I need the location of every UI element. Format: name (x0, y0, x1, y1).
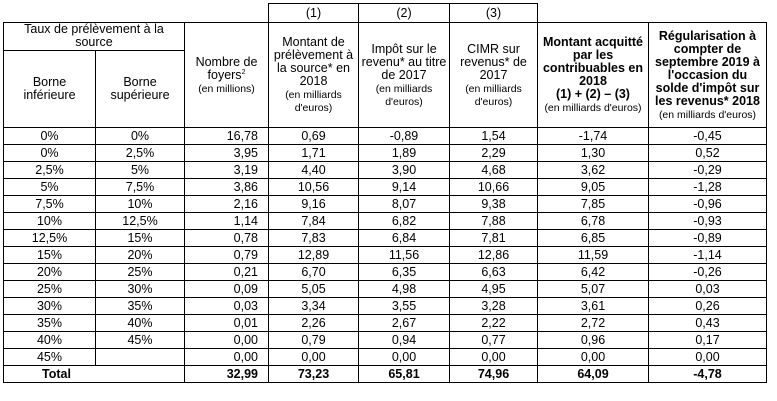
cell-cimr: 7,81 (450, 230, 538, 247)
cell-impot: 0,94 (359, 332, 450, 349)
blank-header-cell (4, 4, 96, 23)
cell-regul: 0,43 (649, 315, 767, 332)
cell-borne-sup: 0% (96, 128, 185, 145)
cell-borne-sup: 30% (96, 281, 185, 298)
header-montant-label: Montant de prélèvement à la source* en 2018 (273, 35, 354, 88)
blank-header-cell (538, 4, 649, 23)
cell-foyers: 0,79 (185, 247, 269, 264)
cell-acquitte: 6,42 (538, 264, 649, 281)
cell-cimr: 10,66 (450, 179, 538, 196)
cell-impot: 1,89 (359, 145, 450, 162)
table-row (4, 264, 767, 281)
table-row (4, 315, 767, 332)
cell-acquitte: 0,00 (538, 349, 649, 366)
cell-montant: 2,26 (269, 315, 359, 332)
total-montant: 73,23 (269, 366, 359, 383)
cell-regul: 0,26 (649, 298, 767, 315)
cell-cimr: 6,63 (450, 264, 538, 281)
cell-montant: 4,40 (269, 162, 359, 179)
table-row (4, 145, 767, 162)
cell-borne-sup: 5% (96, 162, 185, 179)
header-cimr-label: CIMR sur revenus* de 2017 (460, 41, 527, 82)
cell-borne-sup: 12,5% (96, 213, 185, 230)
cell-cimr: 4,95 (450, 281, 538, 298)
cell-cimr: 2,29 (450, 145, 538, 162)
cell-foyers: 3,86 (185, 179, 269, 196)
total-label: Total (4, 366, 185, 383)
cell-foyers: 16,78 (185, 128, 269, 145)
cell-borne-sup (96, 349, 185, 366)
total-regul: -4,78 (649, 366, 767, 383)
cell-cimr: 1,54 (450, 128, 538, 145)
cell-borne-inf: 0% (4, 145, 96, 162)
cell-impot: 6,84 (359, 230, 450, 247)
col-number-1: (1) (269, 4, 359, 23)
cell-montant: 0,69 (269, 128, 359, 145)
cell-borne-inf: 10% (4, 213, 96, 230)
header-acquitte-formula: (1) + (2) – (3) (556, 87, 630, 101)
table-row (4, 213, 767, 230)
header-borne-inf: Borne inférieure (4, 51, 96, 128)
cell-borne-inf: 12,5% (4, 230, 96, 247)
cell-impot: 0,00 (359, 349, 450, 366)
cell-acquitte: 3,61 (538, 298, 649, 315)
cell-regul: -0,26 (649, 264, 767, 281)
cell-impot: 2,67 (359, 315, 450, 332)
header-impot-unit: (en milliards d'euros) (375, 82, 433, 108)
cell-borne-inf: 35% (4, 315, 96, 332)
cell-montant: 1,71 (269, 145, 359, 162)
cell-regul: 0,00 (649, 349, 767, 366)
cell-acquitte: 5,07 (538, 281, 649, 298)
cell-cimr: 2,22 (450, 315, 538, 332)
header-foyers-footnote: 2 (241, 68, 246, 76)
cell-regul: 0,03 (649, 281, 767, 298)
table-row (4, 230, 767, 247)
total-acquitte: 64,09 (538, 366, 649, 383)
header-cimr-unit: (en milliards d'euros) (465, 82, 522, 108)
header-regul-label: Régularisation à compter de septembre 2019 à l'occasion du solde d'impôt sur les revenus* 2018 (655, 28, 760, 108)
cell-impot: 4,98 (359, 281, 450, 298)
cell-impot: 6,82 (359, 213, 450, 230)
cell-regul: -0,96 (649, 196, 767, 213)
cell-borne-sup: 25% (96, 264, 185, 281)
header-foyers (185, 23, 269, 128)
tax-table-container (3, 3, 767, 383)
cell-foyers: 0,78 (185, 230, 269, 247)
cell-regul: -0,93 (649, 213, 767, 230)
table-row (4, 196, 767, 213)
cell-foyers: 0,09 (185, 281, 269, 298)
cell-borne-inf: 0% (4, 128, 96, 145)
col-number-2: (2) (359, 4, 450, 23)
cell-borne-inf: 25% (4, 281, 96, 298)
col-number-3: (3) (450, 4, 538, 23)
cell-montant: 10,56 (269, 179, 359, 196)
table-body (4, 128, 767, 383)
cell-impot: 8,07 (359, 196, 450, 213)
blank-header-cell (96, 4, 185, 23)
cell-acquitte: 3,62 (538, 162, 649, 179)
cell-foyers: 0,00 (185, 332, 269, 349)
cell-foyers: 2,16 (185, 196, 269, 213)
cell-cimr: 9,38 (450, 196, 538, 213)
cell-montant: 0,79 (269, 332, 359, 349)
cell-impot: 3,90 (359, 162, 450, 179)
header-regul-unit: (en milliards d'euros) (658, 108, 757, 121)
cell-regul: 0,17 (649, 332, 767, 349)
total-impot: 65,81 (359, 366, 450, 383)
header-regul (649, 23, 767, 128)
cell-impot: 6,35 (359, 264, 450, 281)
cell-acquitte: 6,85 (538, 230, 649, 247)
cell-foyers: 3,95 (185, 145, 269, 162)
header-impot-label: Impôt sur le revenu* au titre de 2017 (361, 41, 447, 82)
cell-montant: 7,83 (269, 230, 359, 247)
cell-borne-inf: 40% (4, 332, 96, 349)
table-row (4, 162, 767, 179)
cell-borne-sup: 45% (96, 332, 185, 349)
cell-montant: 5,05 (269, 281, 359, 298)
cell-borne-inf: 7,5% (4, 196, 96, 213)
cell-acquitte: 0,96 (538, 332, 649, 349)
cell-borne-sup: 40% (96, 315, 185, 332)
cell-borne-sup: 2,5% (96, 145, 185, 162)
blank-header-cell (185, 4, 269, 23)
cell-regul: -0,45 (649, 128, 767, 145)
cell-impot: 11,56 (359, 247, 450, 264)
cell-regul: 0,52 (649, 145, 767, 162)
cell-montant: 0,00 (269, 349, 359, 366)
cell-montant: 12,89 (269, 247, 359, 264)
withholding-tax-table (3, 3, 767, 383)
cell-regul: -1,28 (649, 179, 767, 196)
cell-borne-inf: 5% (4, 179, 96, 196)
header-acquitte (538, 23, 649, 128)
table-row (4, 332, 767, 349)
header-impot (359, 23, 450, 128)
header-cimr (450, 23, 538, 128)
cell-acquitte: 9,05 (538, 179, 649, 196)
cell-borne-sup: 15% (96, 230, 185, 247)
cell-borne-inf: 15% (4, 247, 96, 264)
cell-acquitte: 2,72 (538, 315, 649, 332)
cell-foyers: 3,19 (185, 162, 269, 179)
header-montant-unit: (en milliards d'euros) (285, 89, 342, 114)
cell-acquitte: 1,30 (538, 145, 649, 162)
cell-impot: 9,14 (359, 179, 450, 196)
total-cimr: 74,96 (450, 366, 538, 383)
cell-regul: -0,89 (649, 230, 767, 247)
cell-cimr: 7,88 (450, 213, 538, 230)
cell-borne-sup: 10% (96, 196, 185, 213)
cell-borne-inf: 45% (4, 349, 96, 366)
total-row (4, 366, 767, 383)
table-row (4, 298, 767, 315)
cell-regul: -1,14 (649, 247, 767, 264)
cell-borne-sup: 35% (96, 298, 185, 315)
cell-foyers: 0,03 (185, 298, 269, 315)
cell-borne-inf: 2,5% (4, 162, 96, 179)
cell-foyers: 0,21 (185, 264, 269, 281)
cell-cimr: 3,28 (450, 298, 538, 315)
cell-montant: 7,84 (269, 213, 359, 230)
cell-acquitte: -1,74 (538, 128, 649, 145)
cell-acquitte: 6,78 (538, 213, 649, 230)
cell-cimr: 0,00 (450, 349, 538, 366)
header-montant (269, 23, 359, 128)
blank-header-cell (649, 4, 767, 23)
table-row (4, 281, 767, 298)
cell-montant: 9,16 (269, 196, 359, 213)
header-foyers-unit: (en millions) (198, 82, 255, 95)
cell-foyers: 0,00 (185, 349, 269, 366)
header-borne-sup: Borne supérieure (96, 51, 185, 128)
header-acquitte-label: Montant acquitté par les contribuables en 2018 (542, 35, 644, 88)
cell-borne-inf: 30% (4, 298, 96, 315)
cell-acquitte: 7,85 (538, 196, 649, 213)
cell-acquitte: 11,59 (538, 247, 649, 264)
total-foyers: 32,99 (185, 366, 269, 383)
header-foyers-label: Nombre de foyers (195, 54, 258, 82)
table-row (4, 128, 767, 145)
header-taux: Taux de prélèvement à la source (4, 23, 185, 51)
cell-foyers: 1,14 (185, 213, 269, 230)
cell-cimr: 12,86 (450, 247, 538, 264)
table-row (4, 179, 767, 196)
cell-borne-sup: 7,5% (96, 179, 185, 196)
cell-foyers: 0,01 (185, 315, 269, 332)
cell-montant: 3,34 (269, 298, 359, 315)
cell-borne-sup: 20% (96, 247, 185, 264)
cell-regul: -0,29 (649, 162, 767, 179)
table-row (4, 349, 767, 366)
cell-cimr: 0,77 (450, 332, 538, 349)
cell-borne-inf: 20% (4, 264, 96, 281)
table-row (4, 247, 767, 264)
cell-montant: 6,70 (269, 264, 359, 281)
cell-cimr: 4,68 (450, 162, 538, 179)
cell-impot: -0,89 (359, 128, 450, 145)
header-acquitte-unit: (en milliards d'euros) (544, 102, 642, 114)
cell-impot: 3,55 (359, 298, 450, 315)
